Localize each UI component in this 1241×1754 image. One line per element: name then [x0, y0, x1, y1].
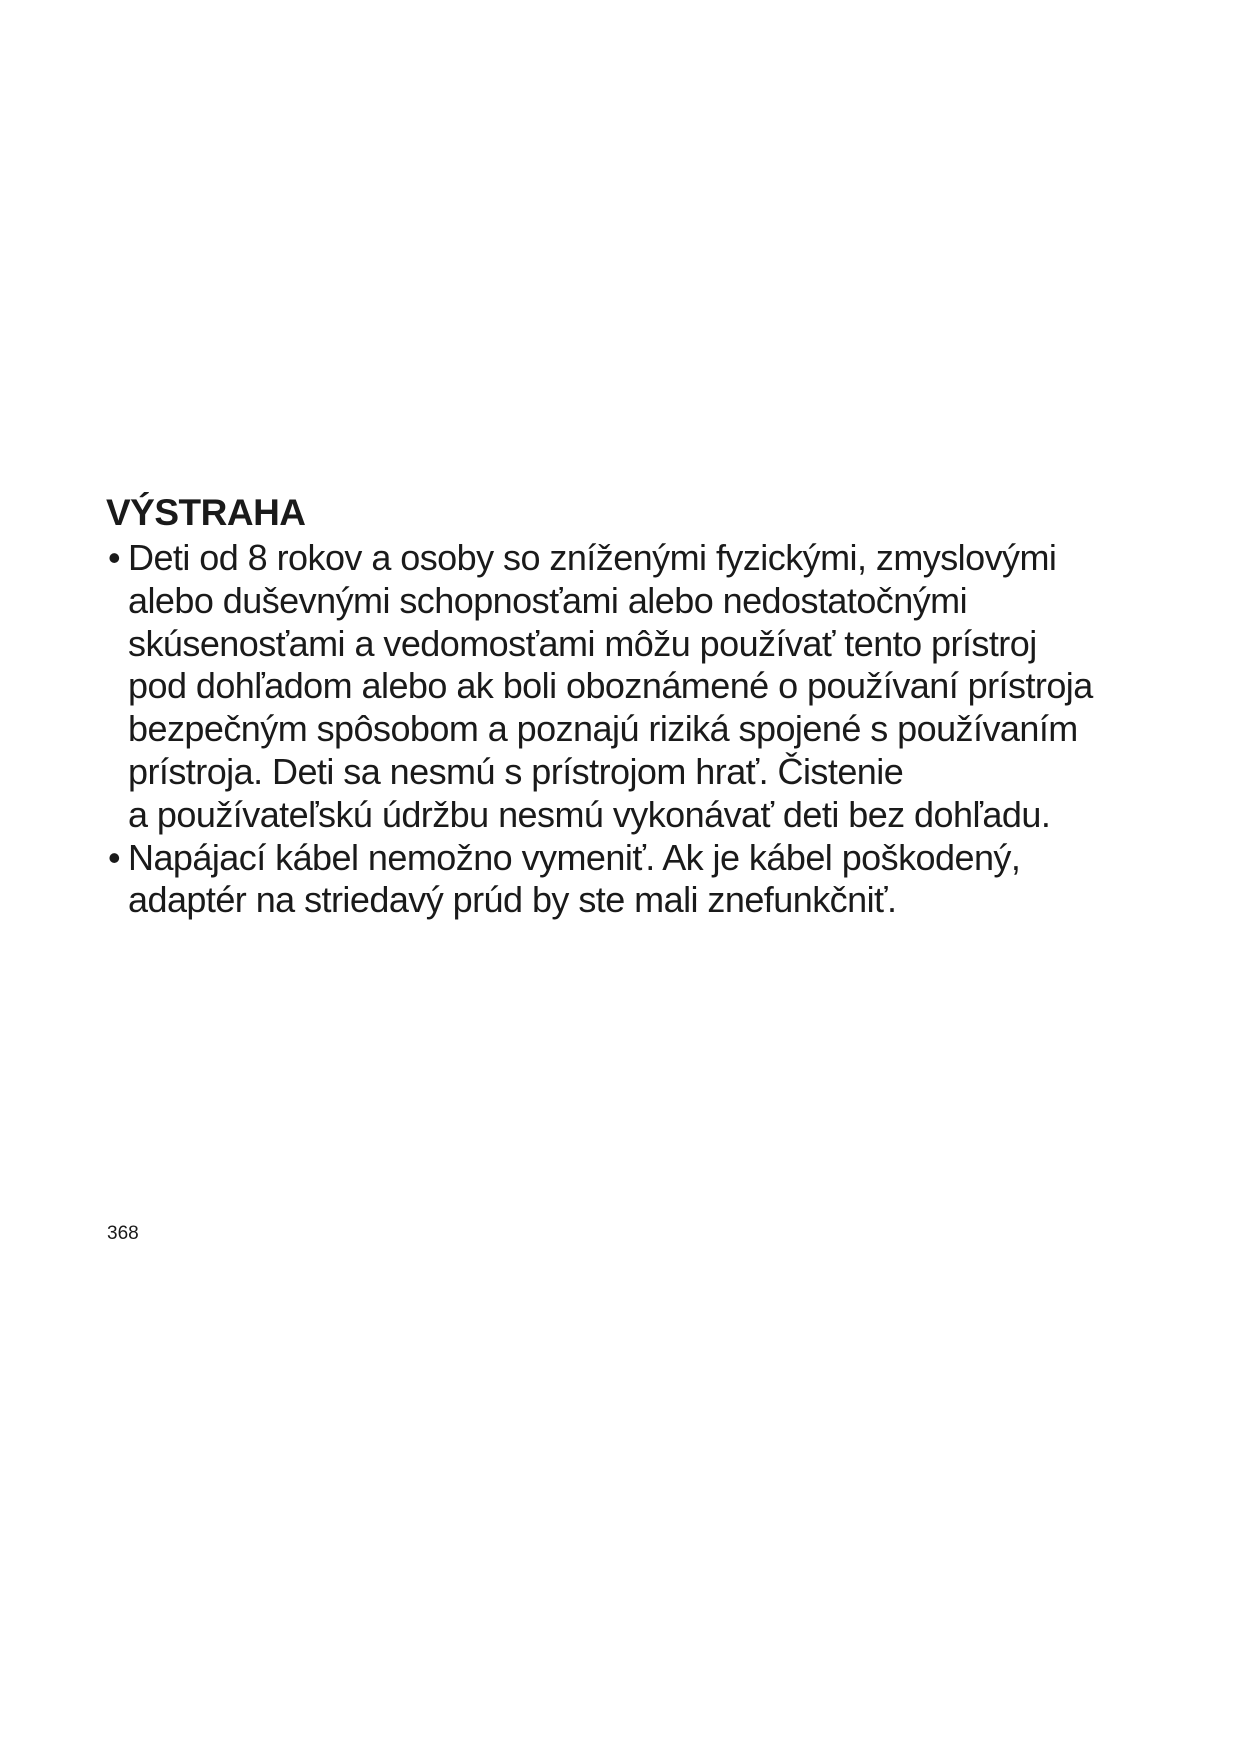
list-item [106, 837, 1146, 923]
warning-list [106, 537, 1146, 922]
page-number: 368 [107, 1223, 139, 1244]
bullet-icon: • [108, 836, 121, 878]
text-line: Napájací kábel nemožno vymeniť. Ak je kábel poškodený, [128, 836, 1021, 878]
text-line: skúsenosťami a vedomosťami môžu používať tento prístroj [128, 622, 1037, 664]
text-line: a používateľskú údržbu nesmú vykonávať deti bez dohľadu. [128, 793, 1051, 835]
text-line: bezpečným spôsobom a poznajú riziká spojené s používaním [128, 708, 1078, 750]
list-item [106, 537, 1146, 837]
warning-title: VÝSTRAHA [106, 492, 306, 533]
text-line: pod dohľadom alebo ak boli oboznámené o používaní prístroja [128, 665, 1093, 707]
warning-section [106, 490, 1146, 922]
text-line: adaptér na striedavý prúd by ste mali znefunkčniť. [128, 879, 897, 921]
text-line: prístroja. Deti sa nesmú s prístrojom hrať. Čistenie [128, 750, 904, 792]
bullet-icon: • [108, 537, 121, 578]
text-line: Deti od 8 rokov a osoby so zníženými fyzickými, zmyslovými [128, 537, 1057, 578]
text-line: alebo duševnými schopnosťami alebo nedostatočnými [128, 579, 968, 621]
